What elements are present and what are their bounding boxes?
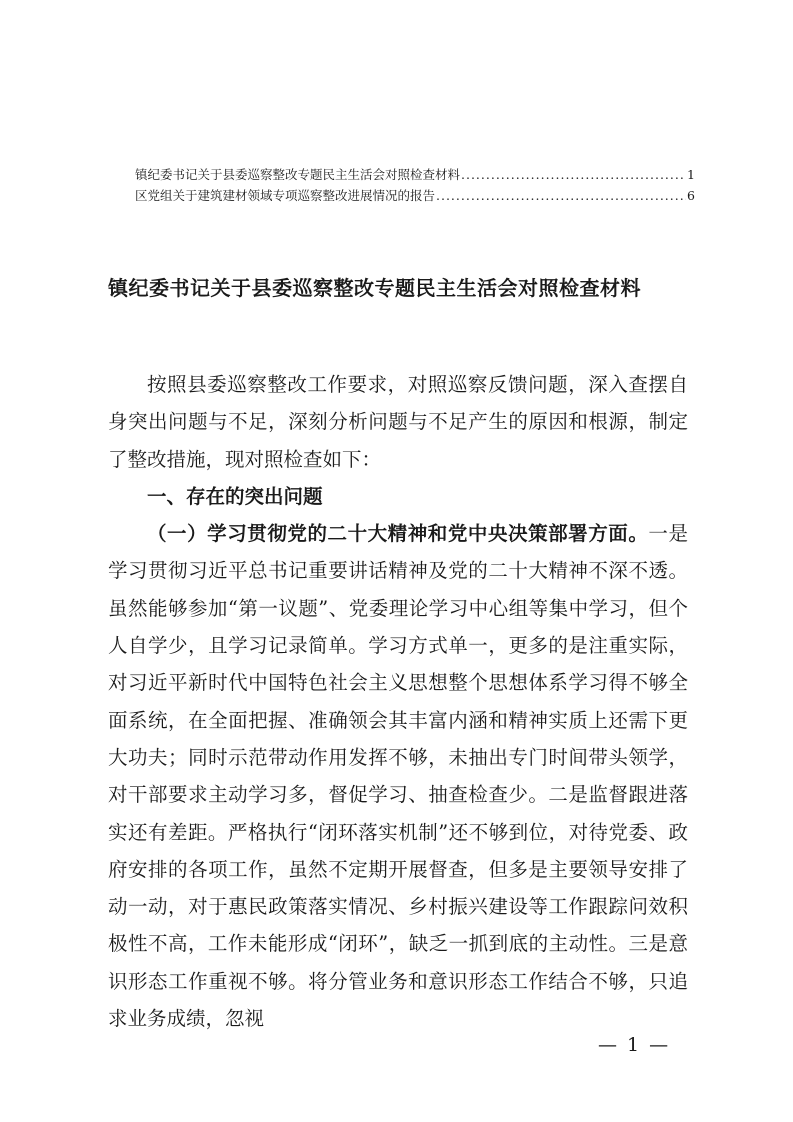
toc-entry-page: 6 <box>687 188 695 203</box>
subsection-body: 一是学习贯彻习近平总书记重要讲话精神及党的二十大精神不深不透。虽然能够参加“第一议题”、党委理论学习中心组等集中学习，但个人自学少，且学习记录简单。学习方式单一，更多的是注重实际，对习近平新时代中国特色社会主义思想整个思想体系学习得不够全面系统，在全面把握、准确领会其丰富内涵和精神实质上还需下更大功夫；同时示范带动作用发挥不够，未抽出专门时间带头领学，对干部要求主动学习多，督促学习、抽查检查少。二是监督跟进落实还有差距。严格执行“闭环落实机制”还不够到位，对待党委、政府安排的各项工作，虽然不定期开展督查，但多是主要领导安排了动一动，对于惠民政策落实情况、乡村振兴建设等工作跟踪问效积极性不高，工作未能形成“闭环”，缺乏一抓到底的主动性。三是意识形态工作重视不够。将分管业务和意识形态工作结合不够，只追求业务成绩，忽视 <box>108 522 688 1031</box>
document-title: 镇纪委书记关于县委巡察整改专题民主生活会对照检查材料 <box>108 276 641 300</box>
toc-entry-title: 镇纪委书记关于县委巡察整改专题民主生活会对照检查材料 <box>135 167 461 182</box>
toc-dot-leader <box>461 164 686 185</box>
toc-dot-leader <box>436 185 686 206</box>
table-of-contents <box>135 164 695 206</box>
toc-entry[interactable] <box>135 185 695 206</box>
subsection-heading: （一）学习贯彻党的二十大精神和党中央决策部署方面。 <box>147 522 649 546</box>
toc-entry-title: 区党组关于建筑建材领域专项巡察整改进展情况的报告 <box>135 188 436 203</box>
body-paragraph <box>108 515 688 1037</box>
section-heading: 一、存在的突出问题 <box>147 484 323 508</box>
toc-entry[interactable] <box>135 164 695 185</box>
document-body <box>108 366 688 1037</box>
page-number: — 1 — <box>598 1034 671 1056</box>
intro-paragraph: 按照县委巡察整改工作要求，对照巡察反馈问题，深入查摆自身突出问题与不足，深刻分析问题与不足产生的原因和根源，制定了整改措施，现对照检查如下： <box>108 373 688 471</box>
toc-entry-page: 1 <box>687 167 695 182</box>
